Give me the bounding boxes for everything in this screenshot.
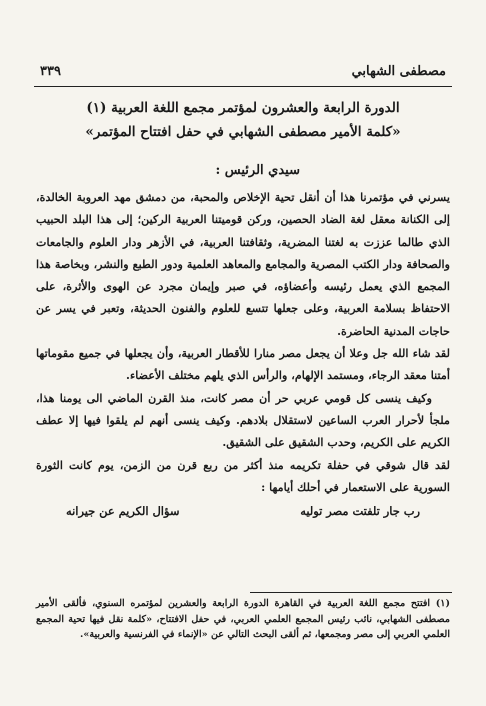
paragraph-2: لقد شاء الله جل وعلا أن يجعل مصر منارا للأقطار العربية، وأن يجعلها في جميع مقوماتها أمتنا معقد الرجاء، ومستمد الإلهام، والرأس الذي يلهم مختلف الأعضاء. <box>36 346 450 383</box>
salutation: سيدي الرئيس : <box>215 163 300 178</box>
section-title: الدورة الرابعة والعشرون لمؤتمر مجمع اللغة العربية (١) <box>86 100 400 116</box>
footnote: (١) افتتح مجمع اللغة العربية في القاهرة الدورة الرابعة والعشرين لمؤتمره السنوي، فألقى الأمير مصطفى الشهابي، نائب رئيس المجمع العلمي العربي، في حفل الافتتاح، «كلمة نقل فيها تحية المجمع العلمي العربي إلى مصر ومجمعها، ثم ألقى البحث التالي عن «الإنماء في الفرنسية والعربية». <box>36 598 450 640</box>
main-text <box>36 96 450 522</box>
running-title: مصطفى الشهابي <box>351 64 446 79</box>
paragraph-1: يسرني في مؤتمرنا هذا أن أنقل تحية الإخلاص والمحبة، من دمشق مهد العروبة الخالدة، إلى الكنانة معقل لغة الضاد الحصين، وركن قوميتنا العربية الركين؛ إلى هذا البلد الحبيب الذي طالما عززت به لغتنا المضرية، وثقافتنا العربية، في الأزهر ودار العلوم والجامعات والصحافة ودار الكتب المصرية والمجامع والمعاهد العلمية ودور الطبع والنشر، وبخاصة هذا المجمع الذي يعمل رئيسه وأعضاؤه، في صبر وإيمان مجرد عن الهوى والأثرة، على الاحتفاظ بسلامة العربية، وعلى جعلها تتسع للعلوم والفنون الحديثة، وتعبر في يسر عن حاجات المدنية الحاضرة. <box>36 190 451 338</box>
verse-hemistich-2: سؤال الكريم عن جيرانه <box>66 504 180 519</box>
paragraph-4: لقد قال شوقي في حفلة تكريمه منذ أكثر من ربع قرن من الزمن، يوم كانت الثورة السورية على الاستعمار في أحلك أيامها : <box>36 457 450 494</box>
page-number: ٣٣٩ <box>40 64 61 79</box>
header-rule <box>34 86 452 87</box>
verse-hemistich-1: رب جار تلفتت مصر توليه <box>300 504 420 519</box>
footnote-rule <box>250 592 452 593</box>
page-header <box>40 64 446 79</box>
paragraph-3: وكيف ينسى كل قومي عربي حر أن مصر كانت، منذ القرن الماضي الى يومنا هذا، ملجأ لأحرار العرب الساعين لاستقلال بلادهم. وكيف ينسى أنهم لم يلقوا فيها إلا عطف الكريم على الكريم، وحدب الشقيق على الشقيق. <box>36 390 450 450</box>
poetry-verse <box>36 500 450 522</box>
section-subtitle: «كلمة الأمير مصطفى الشهابي في حفل افتتاح المؤتمر» <box>85 124 401 140</box>
